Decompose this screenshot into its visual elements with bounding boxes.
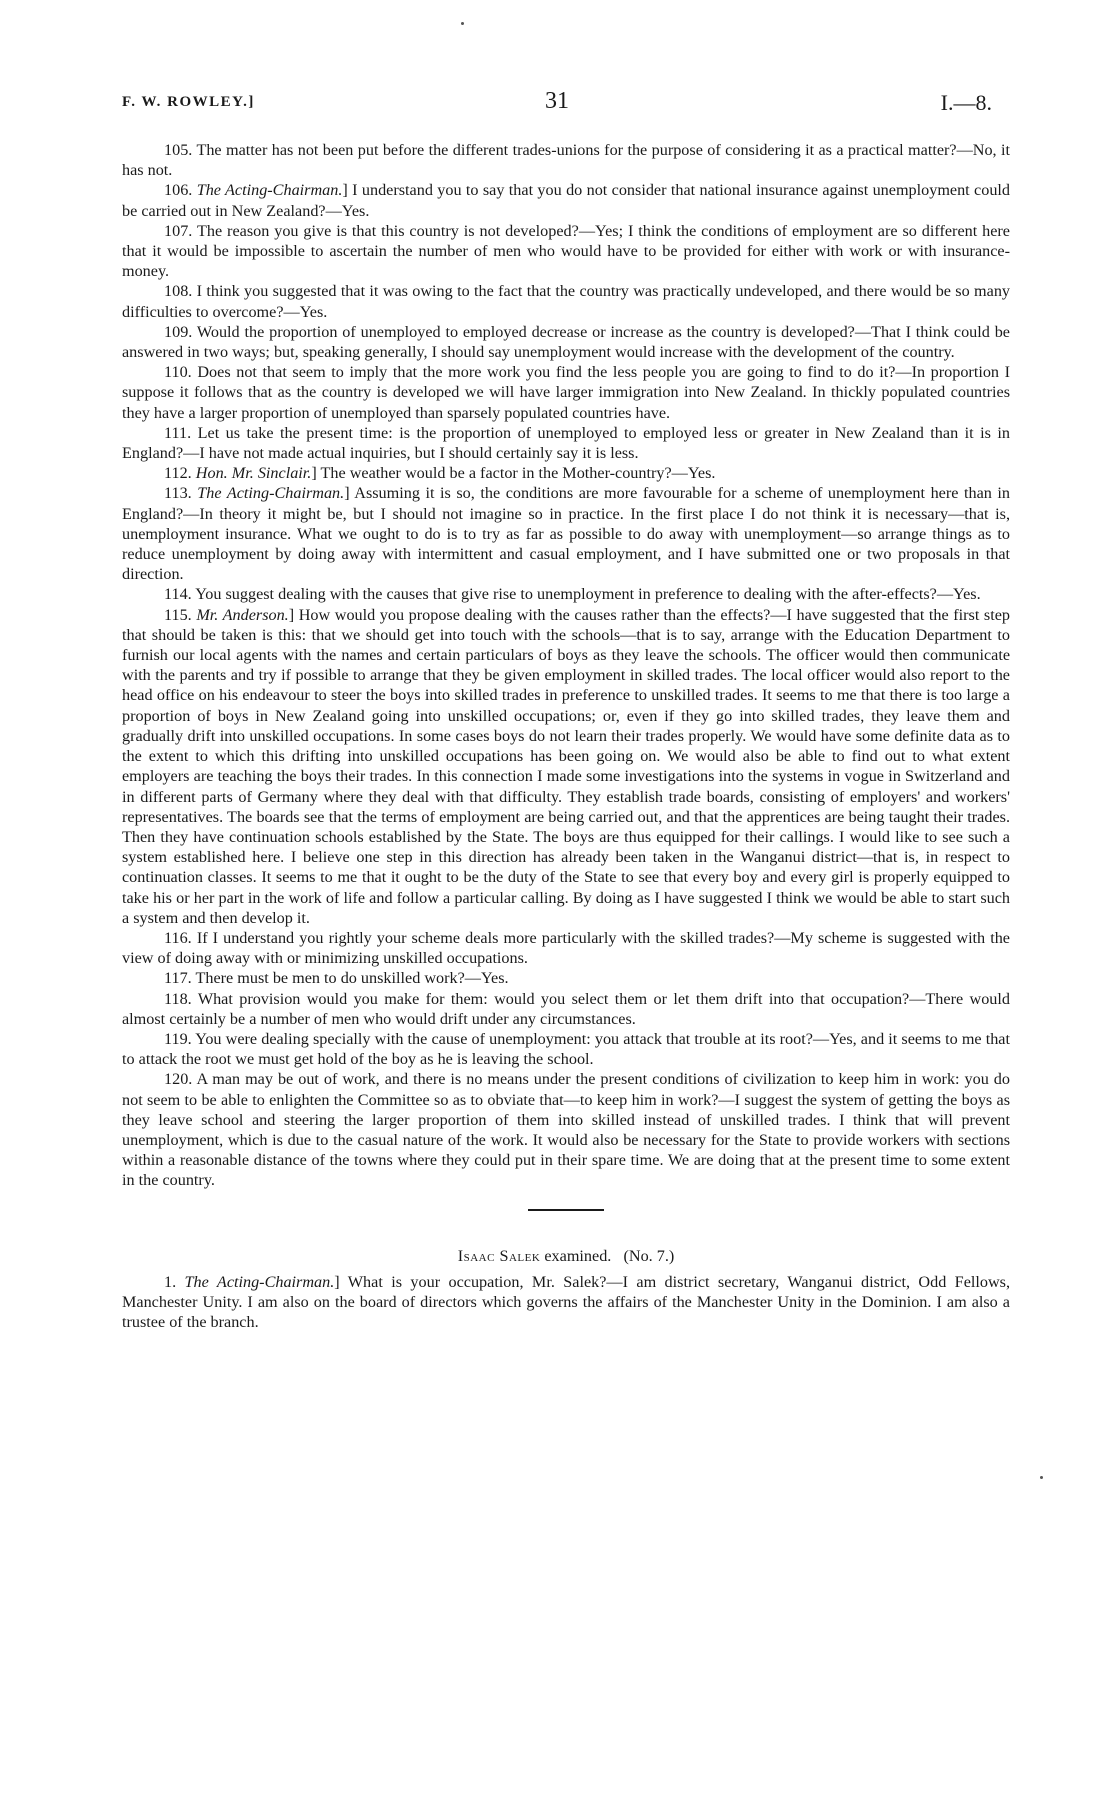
question-text: You were dealing specially with the cause of unemployment: you attack that trouble at its root?—Yes, and it seems to me that to attack the root we must get hold of the boy as he is leaving the school. bbox=[122, 1029, 1010, 1069]
question-paragraph: 106. The Acting-Chairman.] I understand you to say that you do not consider that national insurance against unemployment could be carried out in New Zealand?—Yes. bbox=[122, 181, 1011, 220]
question-text: Let us take the present time: is the proportion of unemployed to employed less or greater in New Zealand than it is in England?—I have not made actual inquiries, but I should certainly say it is less. bbox=[122, 423, 1010, 463]
question-list bbox=[122, 140, 1010, 1191]
question-number: 116. bbox=[164, 928, 192, 947]
document-reference: I.—8. bbox=[940, 90, 992, 115]
question-paragraph bbox=[122, 1069, 1010, 1190]
question-number: 108. bbox=[164, 282, 193, 301]
question-text: Would the proportion of unemployed to employed decrease or increase as the country is developed?—That I think could be answered in two ways; but, speaking generally, I should say unemployment would increase with the development of the country. bbox=[122, 322, 1010, 362]
question-paragraph bbox=[122, 423, 1010, 463]
question-paragraph bbox=[122, 221, 1010, 282]
scan-speck bbox=[461, 22, 464, 25]
question-number: 114. bbox=[164, 585, 192, 604]
question-text: The reason you give is that this country is not developed?—Yes; I think the conditions of employment are so different here that it would be impossible to ascertain the number of men who would have to be provided for either with work or with insurance-money. bbox=[122, 221, 1010, 281]
question-number: 1. bbox=[164, 1272, 177, 1291]
question-paragraph bbox=[122, 1029, 1010, 1069]
question-paragraph: 113. The Acting-Chairman.] Assuming it is so, the conditions are more favourable for a scheme of unemployment here than in England?—In theory it might be, but I should not imagine so in practice. In the first place I do not think it is necessary—that is, unemployment insurance. What we ought to do is to try as far as possible to do away with unemployment—so arrange things as to reduce unemployment by doing away with intermittent and casual employment, and I have submitted one or two proposals in that direction. bbox=[122, 484, 1011, 584]
question-paragraph bbox=[122, 140, 1010, 180]
question-number: 120. bbox=[164, 1070, 193, 1089]
question-number: 105. bbox=[164, 141, 193, 159]
speaker-name: The Acting-Chairman. bbox=[197, 484, 345, 503]
question-paragraph bbox=[122, 322, 1010, 362]
question-number: 112. bbox=[164, 464, 192, 483]
page-number: 31 bbox=[545, 88, 569, 114]
question-paragraph bbox=[122, 928, 1010, 968]
witness-name: Isaac Salek bbox=[457, 1246, 541, 1265]
question-paragraph bbox=[122, 968, 1010, 988]
question-text: Does not that seem to imply that the more work you find the less people you are going to find to do it?—In proportion I suppose it follows that as the country is developed we will have larger immigration into New Zealand. In thickly populated countries they have a larger proportion of unemployed than sparsely populated countries have. bbox=[122, 363, 1011, 422]
question-text: I understand you to say that you do not consider that national insurance against unemployment could be carried out in New Zealand?—Yes. bbox=[122, 181, 1011, 220]
question-number: 117. bbox=[164, 969, 192, 988]
question-number: 118. bbox=[164, 989, 192, 1008]
question-paragraph bbox=[122, 362, 1010, 423]
section-divider bbox=[528, 1209, 604, 1211]
question-text: What is your occupation, Mr. Salek?—I am district secretary, Wanganui district, Odd Fellows, Manchester Unity. I am also on the board of directors which governs the affairs of the Manchester Unity in the Dominion. I am also a trustee of the branch. bbox=[122, 1272, 1010, 1332]
witness-examined: examined. bbox=[544, 1246, 612, 1265]
speaker-name: The Acting-Chairman. bbox=[184, 1272, 335, 1291]
question-number: 113. bbox=[164, 484, 192, 503]
question-paragraph: 1. The Acting-Chairman.] What is your occupation, Mr. Salek?—I am district secretary, Wanganui district, Odd Fellows, Manchester Unity. I am also on the board of directors which governs the affairs of the Manchester Unity in the Dominion. I am also a trustee of the branch. bbox=[122, 1272, 1010, 1332]
question-text: Assuming it is so, the conditions are more favourable for a scheme of unemployment here than in England?—In theory it might be, but I should not imagine so in practice. In the first place I do not think it is necessary—that is, unemployment insurance. What we ought to do is to try as far as possible to do away with unemployment—so arrange things as to reduce unemployment by doing away with intermittent and casual employment, and I have submitted one or two proposals in that direction. bbox=[122, 484, 1011, 584]
question-paragraph bbox=[122, 989, 1010, 1029]
question-number: 107. bbox=[164, 221, 193, 240]
question-number: 110. bbox=[164, 363, 192, 382]
question-text: There must be men to do unskilled work?—Yes. bbox=[195, 969, 509, 988]
speaker-name: Mr. Anderson. bbox=[196, 605, 289, 624]
question-paragraph: 115. Mr. Anderson.] How would you propose dealing with the causes rather than the effects?—I have suggested that the first step that should be taken is this: that we should get into touch with the schools—that is to say, arrange with the Education Department to furnish our local agents with the names and certain particulars of boys as they leave the schools. The officer would then communicate with the parents and try if possible to arrange that they be given employment in skilled trades. The local officer would also report to the head office on his endeavour to steer the boys into skilled trades in preference to unskilled trades. It seems to me that there is too large a proportion of boys in New Zealand going into unskilled occupations; or, even if they go into skilled trades, they leave them and gradually drift into unskilled occupations. In some cases boys do not learn their trades properly. We would have some definite data as to the extent to which this drifting into unskilled occupations has been going on. We would also be able to find out to what extent employers are teaching the boys their trades. In this connection I made some investigations into the systems in vogue in Switzerland and in different parts of Germany where they deal with that difficulty. They establish trade boards, consisting of employers' and workers' representatives. The boards see that the terms of employment are being carried out, and that the apprentices are being taught their trades. Then they have continuation schools established by the State. The boys are thus equipped for their callings. I would like to see such a system established here. I believe one step in this direction has already been taken in the Wanganui district—that is, in respect to continuation classes. It seems to me that it ought to be the duty of the State to see that every boy and every girl is properly equipped to take his or her part in the work of life and follow a particular calling. By doing as I have suggested I think we would be able to start such a system and then develop it. bbox=[122, 605, 1011, 927]
speaker-name: Hon. Mr. Sinclair. bbox=[195, 464, 312, 483]
question-number: 109. bbox=[164, 322, 193, 341]
question-text: A man may be out of work, and there is no means under the present conditions of civilization to keep him in work: you do not seem to be able to enlighten the Committee so as to obviate that—to keep him in work?—I suggest the system of getting the boys as they leave school and steering the larger proportion of them into skilled instead of unskilled trades. I think that will prevent unemployment, which is due to the casual nature of the work. It would also be necessary for the State to provide workers with sections within a reasonable distance of the towns where they could put in their spare time. We are doing that at the present time to some extent in the country. bbox=[122, 1070, 1010, 1190]
question-paragraph bbox=[122, 584, 1010, 604]
page-header bbox=[122, 88, 992, 118]
scan-speck bbox=[1040, 1476, 1043, 1479]
speaker-name: The Acting-Chairman. bbox=[196, 181, 343, 200]
question-text: What provision would you make for them: would you select them or let them drift into that occupation?—There would almost certainly be a number of men who would drift under any circumstances. bbox=[122, 989, 1010, 1028]
question-text: The matter has not been put before the different trades-unions for the purpose of considering it as a practical matter?—No, it has not. bbox=[122, 141, 1010, 180]
question-text: If I understand you rightly your scheme deals more particularly with the skilled trades?—My scheme is suggested with the view of doing away with or minimizing unskilled occupations. bbox=[122, 928, 1010, 968]
witness-number: (No. 7.) bbox=[623, 1246, 675, 1265]
question-paragraph bbox=[122, 281, 1010, 321]
question-text: How would you propose dealing with the causes rather than the effects?—I have suggested that the first step that should be taken is this: that we should get into touch with the schools—that is to say, arrange with the Education Department to furnish our local agents with the names and certain particulars of boys as they leave the schools. The officer would then communicate with the parents and try if possible to arrange that they be given employment in skilled trades. The local officer would also report to the head office on his endeavour to steer the boys into skilled trades in preference to unskilled trades. It seems to me that there is too large a proportion of boys in New Zealand going into unskilled occupations; or, even if they go into skilled trades, they leave them and gradually drift into unskilled occupations. In some cases boys do not learn their trades properly. We would have some definite data as to the extent to which this drifting into unskilled occupations has been going on. We would also be able to find out to what extent employers are teaching the boys their trades. In this connection I made some investigations into the systems in vogue in Switzerland and in different parts of Germany where they deal with that difficulty. They establish trade boards, consisting of employers' and workers' representatives. The boards see that the terms of employment are being carried out, and that the apprentices are being taught their trades. Then they have continuation schools established by the State. The boys are thus equipped for their callings. I would like to see such a system established here. I believe one step in this direction has already been taken in the Wanganui district—that is, in respect to continuation classes. It seems to me that it ought to be the duty of the State to see that every boy and every girl is properly equipped to take his or her part in the work of life and follow a particular calling. By doing as I have suggested I think we would be able to start such a system and then develop it. bbox=[122, 605, 1011, 927]
question-text: The weather would be a factor in the Mother-country?—Yes. bbox=[320, 464, 716, 483]
question-text: You suggest dealing with the causes that give rise to unemployment in preference to dealing with the after-effects?—Yes. bbox=[195, 585, 981, 604]
witness-question-list bbox=[122, 1272, 1010, 1333]
page-body bbox=[122, 140, 1010, 1332]
witness-running-head: F. W. ROWLEY.] bbox=[122, 94, 255, 110]
witness-heading bbox=[122, 1246, 1010, 1266]
question-number: 111. bbox=[164, 423, 192, 442]
question-number: 119. bbox=[164, 1029, 192, 1048]
question-number: 115. bbox=[164, 605, 192, 624]
question-number: 106. bbox=[164, 181, 193, 200]
question-text: I think you suggested that it was owing to the fact that the country was practically undeveloped, and there would be so many difficulties to overcome?—Yes. bbox=[122, 282, 1011, 321]
question-paragraph: 112. Hon. Mr. Sinclair.] The weather would be a factor in the Mother-country?—Yes. bbox=[164, 464, 716, 483]
